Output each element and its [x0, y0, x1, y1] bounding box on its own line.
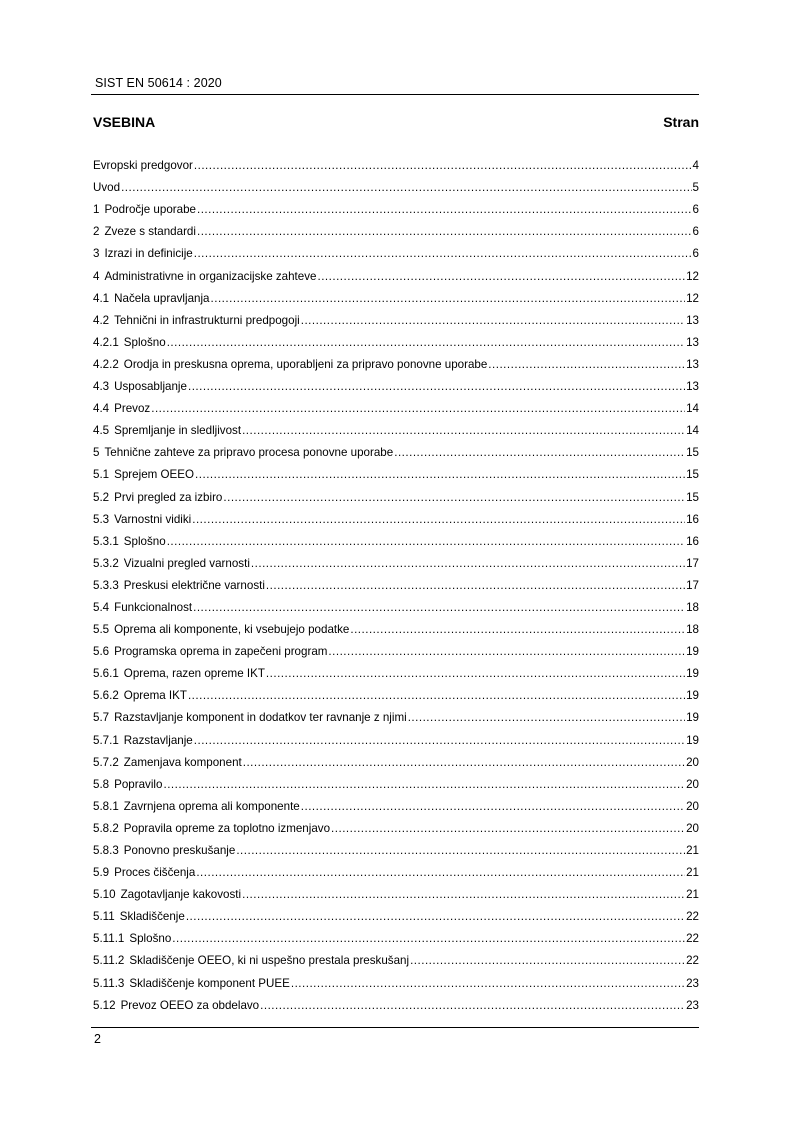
header-rule: [91, 94, 699, 95]
toc-entry-title: Razstavljanje komponent in dodatkov ter ravnanje z njimi: [114, 711, 407, 725]
toc-leader-dots: [331, 822, 685, 835]
toc-entry-page: 5: [692, 181, 699, 195]
toc-entry-title: Splošno: [123, 534, 166, 548]
toc-leader-dots: [167, 336, 685, 349]
toc-entry[interactable]: [93, 481, 699, 503]
toc-entry[interactable]: [93, 150, 699, 172]
toc-entry-number: 5.7.2: [93, 755, 119, 769]
toc-entry[interactable]: [93, 769, 699, 791]
toc-leader-dots: [172, 932, 685, 945]
toc-entry[interactable]: [93, 216, 699, 238]
toc-entry[interactable]: [93, 504, 699, 526]
toc-leader-dots: [236, 844, 685, 857]
toc-entry-number: 5.11.3: [93, 976, 125, 990]
toc-entry[interactable]: [93, 194, 699, 216]
toc-entry-page: 13: [686, 335, 699, 349]
toc-entry[interactable]: [93, 879, 699, 901]
toc-leader-dots: [317, 270, 685, 283]
toc-leader-dots: [188, 380, 685, 393]
toc-entry-number: 5.6.2: [93, 689, 119, 703]
toc-entry-page: 20: [686, 777, 699, 791]
toc-entry-page: 22: [686, 932, 699, 946]
toc-entry-page: 19: [686, 645, 699, 659]
toc-entry-title: Popravila opreme za toplotno izmenjavo: [123, 821, 331, 835]
toc-entry-number: 5.3.1: [93, 534, 119, 548]
toc-leader-dots: [488, 358, 685, 371]
toc-entry[interactable]: [93, 371, 699, 393]
toc-entry-title: Sprejem OEEO: [114, 468, 195, 482]
toc-entry-number: 5.7: [93, 711, 110, 725]
toc-entry[interactable]: [93, 945, 699, 967]
toc-entry-number: 1: [93, 203, 100, 217]
toc-entry-page: 19: [686, 667, 699, 681]
toc-entry-page: 15: [686, 490, 699, 504]
toc-entry-title: Uvod: [93, 181, 121, 195]
toc-entry-title: Programska oprema in zapečeni program: [114, 645, 328, 659]
toc-entry-title: Zveze s standardi: [104, 225, 196, 239]
toc-entry[interactable]: [93, 702, 699, 724]
toc-entry[interactable]: [93, 636, 699, 658]
toc-entry-title: Orodja in preskusna oprema, uporabljeni za pripravo ponovne uporabe: [123, 357, 488, 371]
toc-entry-number: 4.4: [93, 402, 110, 416]
toc-entry-page: 19: [686, 733, 699, 747]
toc-title: VSEBINA: [93, 114, 156, 130]
toc-entry-page: 18: [686, 600, 699, 614]
toc-entry-number: 5.6.1: [93, 667, 119, 681]
toc-leader-dots: [266, 667, 685, 680]
toc-leader-dots: [197, 225, 692, 238]
toc-entry[interactable]: [93, 658, 699, 680]
toc-entry-title: Funkcionalnost: [114, 600, 193, 614]
toc-entry-page: 6: [692, 225, 699, 239]
toc-entry-page: 12: [686, 291, 699, 305]
toc-entry[interactable]: [93, 570, 699, 592]
toc-entry-title: Tehnične zahteve za pripravo procesa ponovne uporabe: [104, 446, 394, 460]
toc-entry-title: Spremljanje in sledljivost: [114, 424, 242, 438]
toc-leader-dots: [291, 977, 685, 990]
toc-entry-page: 16: [686, 512, 699, 526]
toc-leader-dots: [242, 888, 685, 901]
toc-entry-page: 20: [686, 799, 699, 813]
toc-entry[interactable]: [93, 967, 699, 989]
toc-leader-dots: [260, 999, 685, 1012]
toc-entry-number: 5.11.1: [93, 932, 125, 946]
toc-entry-page: 19: [686, 711, 699, 725]
toc-entry-number: 5.2: [93, 490, 110, 504]
toc-leader-dots: [188, 689, 685, 702]
toc-entry-number: 4.1: [93, 291, 110, 305]
toc-entry-number: 5.11: [93, 910, 115, 924]
toc-entry-page: 21: [686, 888, 699, 902]
toc-entry-number: 5.10: [93, 888, 116, 902]
toc-entry-number: 3: [93, 247, 100, 261]
toc-heading-row: [93, 114, 699, 130]
toc-entry-page: 18: [686, 623, 699, 637]
toc-entry[interactable]: [93, 901, 699, 923]
toc-entry-title: Oprema ali komponente, ki vsebujejo podatke: [114, 623, 350, 637]
toc-leader-dots: [410, 954, 685, 967]
toc-entry-page: 14: [686, 402, 699, 416]
toc-leader-dots: [192, 513, 685, 526]
toc-leader-dots: [266, 579, 685, 592]
toc-entry-title: Oprema IKT: [123, 689, 187, 703]
toc-entry-title: Prvi pregled za izbiro: [114, 490, 223, 504]
toc-entry-number: 5.3.3: [93, 578, 119, 592]
toc-entry-page: 19: [686, 689, 699, 703]
toc-entry-title: Splošno: [129, 932, 172, 946]
toc-entry[interactable]: [93, 990, 699, 1012]
toc-entry-number: 5.1: [93, 468, 110, 482]
toc-entry-page: 13: [686, 313, 699, 327]
toc-entry[interactable]: [93, 327, 699, 349]
toc-entry[interactable]: [93, 172, 699, 194]
toc-entry-page: 15: [686, 446, 699, 460]
toc-leader-dots: [121, 181, 691, 194]
toc-entry-number: 5.9: [93, 866, 110, 880]
toc-entry-title: Varnostni vidiki: [114, 512, 192, 526]
toc-entry-title: Popravilo: [114, 777, 163, 791]
toc-entry-number: 5.8.1: [93, 799, 119, 813]
toc-entry-page: 12: [686, 269, 699, 283]
toc-entry[interactable]: [93, 857, 699, 879]
toc-entry-title: Skladiščenje OEEO, ki ni uspešno prestala preskušanj: [129, 954, 410, 968]
toc-entry-title: Evropski predgovor: [93, 159, 193, 173]
toc-entry-title: Zagotavljanje kakovosti: [120, 888, 242, 902]
toc-leader-dots: [194, 159, 692, 172]
toc-leader-dots: [408, 711, 685, 724]
toc-entry-title: Preskusi električne varnosti: [123, 578, 265, 592]
toc-entry[interactable]: [93, 835, 699, 857]
toc-entry[interactable]: [93, 459, 699, 481]
toc-entry-number: 5.3.2: [93, 556, 119, 570]
toc-entry-title: Zavrnjena oprema ali komponente: [123, 799, 300, 813]
toc-entry-number: 5.11.2: [93, 954, 125, 968]
toc-leader-dots: [195, 468, 685, 481]
toc-entry[interactable]: [93, 393, 699, 415]
toc-entry-title: Proces čiščenja: [114, 866, 196, 880]
footer-page-number: 2: [94, 1032, 101, 1046]
toc-leader-dots: [251, 557, 685, 570]
toc-entry[interactable]: [93, 283, 699, 305]
toc-entry-title: Prevoz OEEO za obdelavo: [120, 998, 260, 1012]
toc-entry-title: Skladiščenje komponent PUEE: [129, 976, 290, 990]
toc-entry-number: 4: [93, 269, 100, 283]
toc-leader-dots: [151, 402, 685, 415]
toc-entry-title: Razstavljanje: [123, 733, 193, 747]
toc-entry-page: 21: [686, 866, 699, 880]
toc-entry-number: 4.2.2: [93, 357, 119, 371]
toc-entry-page: 15: [686, 468, 699, 482]
toc-entry-page: 17: [686, 578, 699, 592]
toc-entry-title: Splošno: [123, 335, 166, 349]
toc-entry-title: Vizualni pregled varnosti: [123, 556, 250, 570]
toc-leader-dots: [193, 601, 685, 614]
toc-entry-page: 22: [686, 954, 699, 968]
toc-entry-page: 22: [686, 910, 699, 924]
toc-entry-page: 20: [686, 755, 699, 769]
toc-leader-dots: [223, 491, 685, 504]
table-of-contents: [93, 150, 699, 1012]
toc-leader-dots: [242, 424, 685, 437]
toc-leader-dots: [350, 623, 685, 636]
toc-leader-dots: [301, 314, 685, 327]
toc-entry[interactable]: [93, 923, 699, 945]
toc-entry-page: 23: [686, 998, 699, 1012]
toc-leader-dots: [194, 734, 685, 747]
toc-page-column-label: Stran: [663, 114, 699, 130]
toc-entry-number: 5.12: [93, 998, 116, 1012]
toc-entry-number: 5.3: [93, 512, 110, 526]
toc-entry-title: Skladiščenje: [119, 910, 185, 924]
toc-leader-dots: [194, 247, 692, 260]
toc-entry[interactable]: [93, 305, 699, 327]
toc-entry[interactable]: [93, 526, 699, 548]
footer-rule: [91, 1027, 699, 1028]
toc-entry-page: 20: [686, 821, 699, 835]
toc-entry[interactable]: [93, 238, 699, 260]
toc-entry-number: 2: [93, 225, 100, 239]
toc-entry-page: 14: [686, 424, 699, 438]
toc-entry-number: 5.8: [93, 777, 110, 791]
toc-entry-title: Izrazi in definicije: [104, 247, 193, 261]
toc-entry-number: 5: [93, 446, 100, 460]
toc-entry-title: Ponovno preskušanje: [123, 844, 236, 857]
toc-entry-title: Prevoz: [114, 402, 151, 416]
toc-entry-title: Tehnični in infrastrukturni predpogoji: [114, 313, 300, 327]
toc-entry-title: Načela upravljanja: [114, 291, 210, 305]
toc-leader-dots: [328, 645, 685, 658]
toc-entry-number: 5.6: [93, 645, 110, 659]
toc-entry-title: Področje uporabe: [104, 203, 196, 217]
toc-entry-number: 4.2.1: [93, 335, 119, 349]
toc-entry-number: 5.7.1: [93, 733, 119, 747]
toc-entry[interactable]: [93, 415, 699, 437]
document-id: SIST EN 50614 : 2020: [95, 76, 222, 90]
toc-entry-page: 13: [686, 380, 699, 394]
toc-entry-title: Administrativne in organizacijske zahteve: [104, 269, 317, 283]
toc-entry[interactable]: [93, 680, 699, 702]
toc-entry[interactable]: [93, 614, 699, 636]
toc-entry-title: Usposabljanje: [114, 380, 187, 394]
toc-entry-number: 5.5: [93, 623, 110, 637]
toc-leader-dots: [211, 292, 686, 305]
toc-entry[interactable]: [93, 724, 699, 746]
toc-entry-number: 5.8.3: [93, 844, 119, 857]
toc-entry[interactable]: [93, 592, 699, 614]
toc-entry-number: 4.2: [93, 313, 110, 327]
toc-entry-page: 6: [692, 203, 699, 217]
toc-entry-page: 6: [692, 247, 699, 261]
toc-entry-page: 21: [686, 844, 699, 857]
toc-entry-number: 4.5: [93, 424, 110, 438]
toc-leader-dots: [197, 203, 692, 216]
toc-leader-dots: [243, 756, 685, 769]
toc-entry[interactable]: [93, 791, 699, 813]
toc-entry-title: Oprema, razen opreme IKT: [123, 667, 265, 681]
toc-entry-number: 5.4: [93, 600, 110, 614]
toc-leader-dots: [163, 778, 685, 791]
toc-entry-page: 17: [686, 556, 699, 570]
toc-leader-dots: [167, 535, 685, 548]
toc-entry[interactable]: [93, 548, 699, 570]
toc-entry[interactable]: [93, 349, 699, 371]
toc-leader-dots: [394, 446, 685, 459]
toc-entry-number: 4.3: [93, 380, 110, 394]
toc-leader-dots: [301, 800, 685, 813]
toc-entry[interactable]: [93, 437, 699, 459]
toc-entry-page: 16: [686, 534, 699, 548]
toc-entry[interactable]: [93, 260, 699, 282]
toc-entry-title: Zamenjava komponent: [123, 755, 242, 769]
toc-entry-page: 13: [686, 357, 699, 371]
toc-entry-number: 5.8.2: [93, 821, 119, 835]
toc-leader-dots: [186, 910, 685, 923]
toc-entry-page: 23: [686, 976, 699, 990]
toc-entry[interactable]: [93, 747, 699, 769]
toc-entry-page: 4: [692, 159, 699, 173]
toc-entry[interactable]: [93, 813, 699, 835]
toc-leader-dots: [196, 866, 685, 879]
